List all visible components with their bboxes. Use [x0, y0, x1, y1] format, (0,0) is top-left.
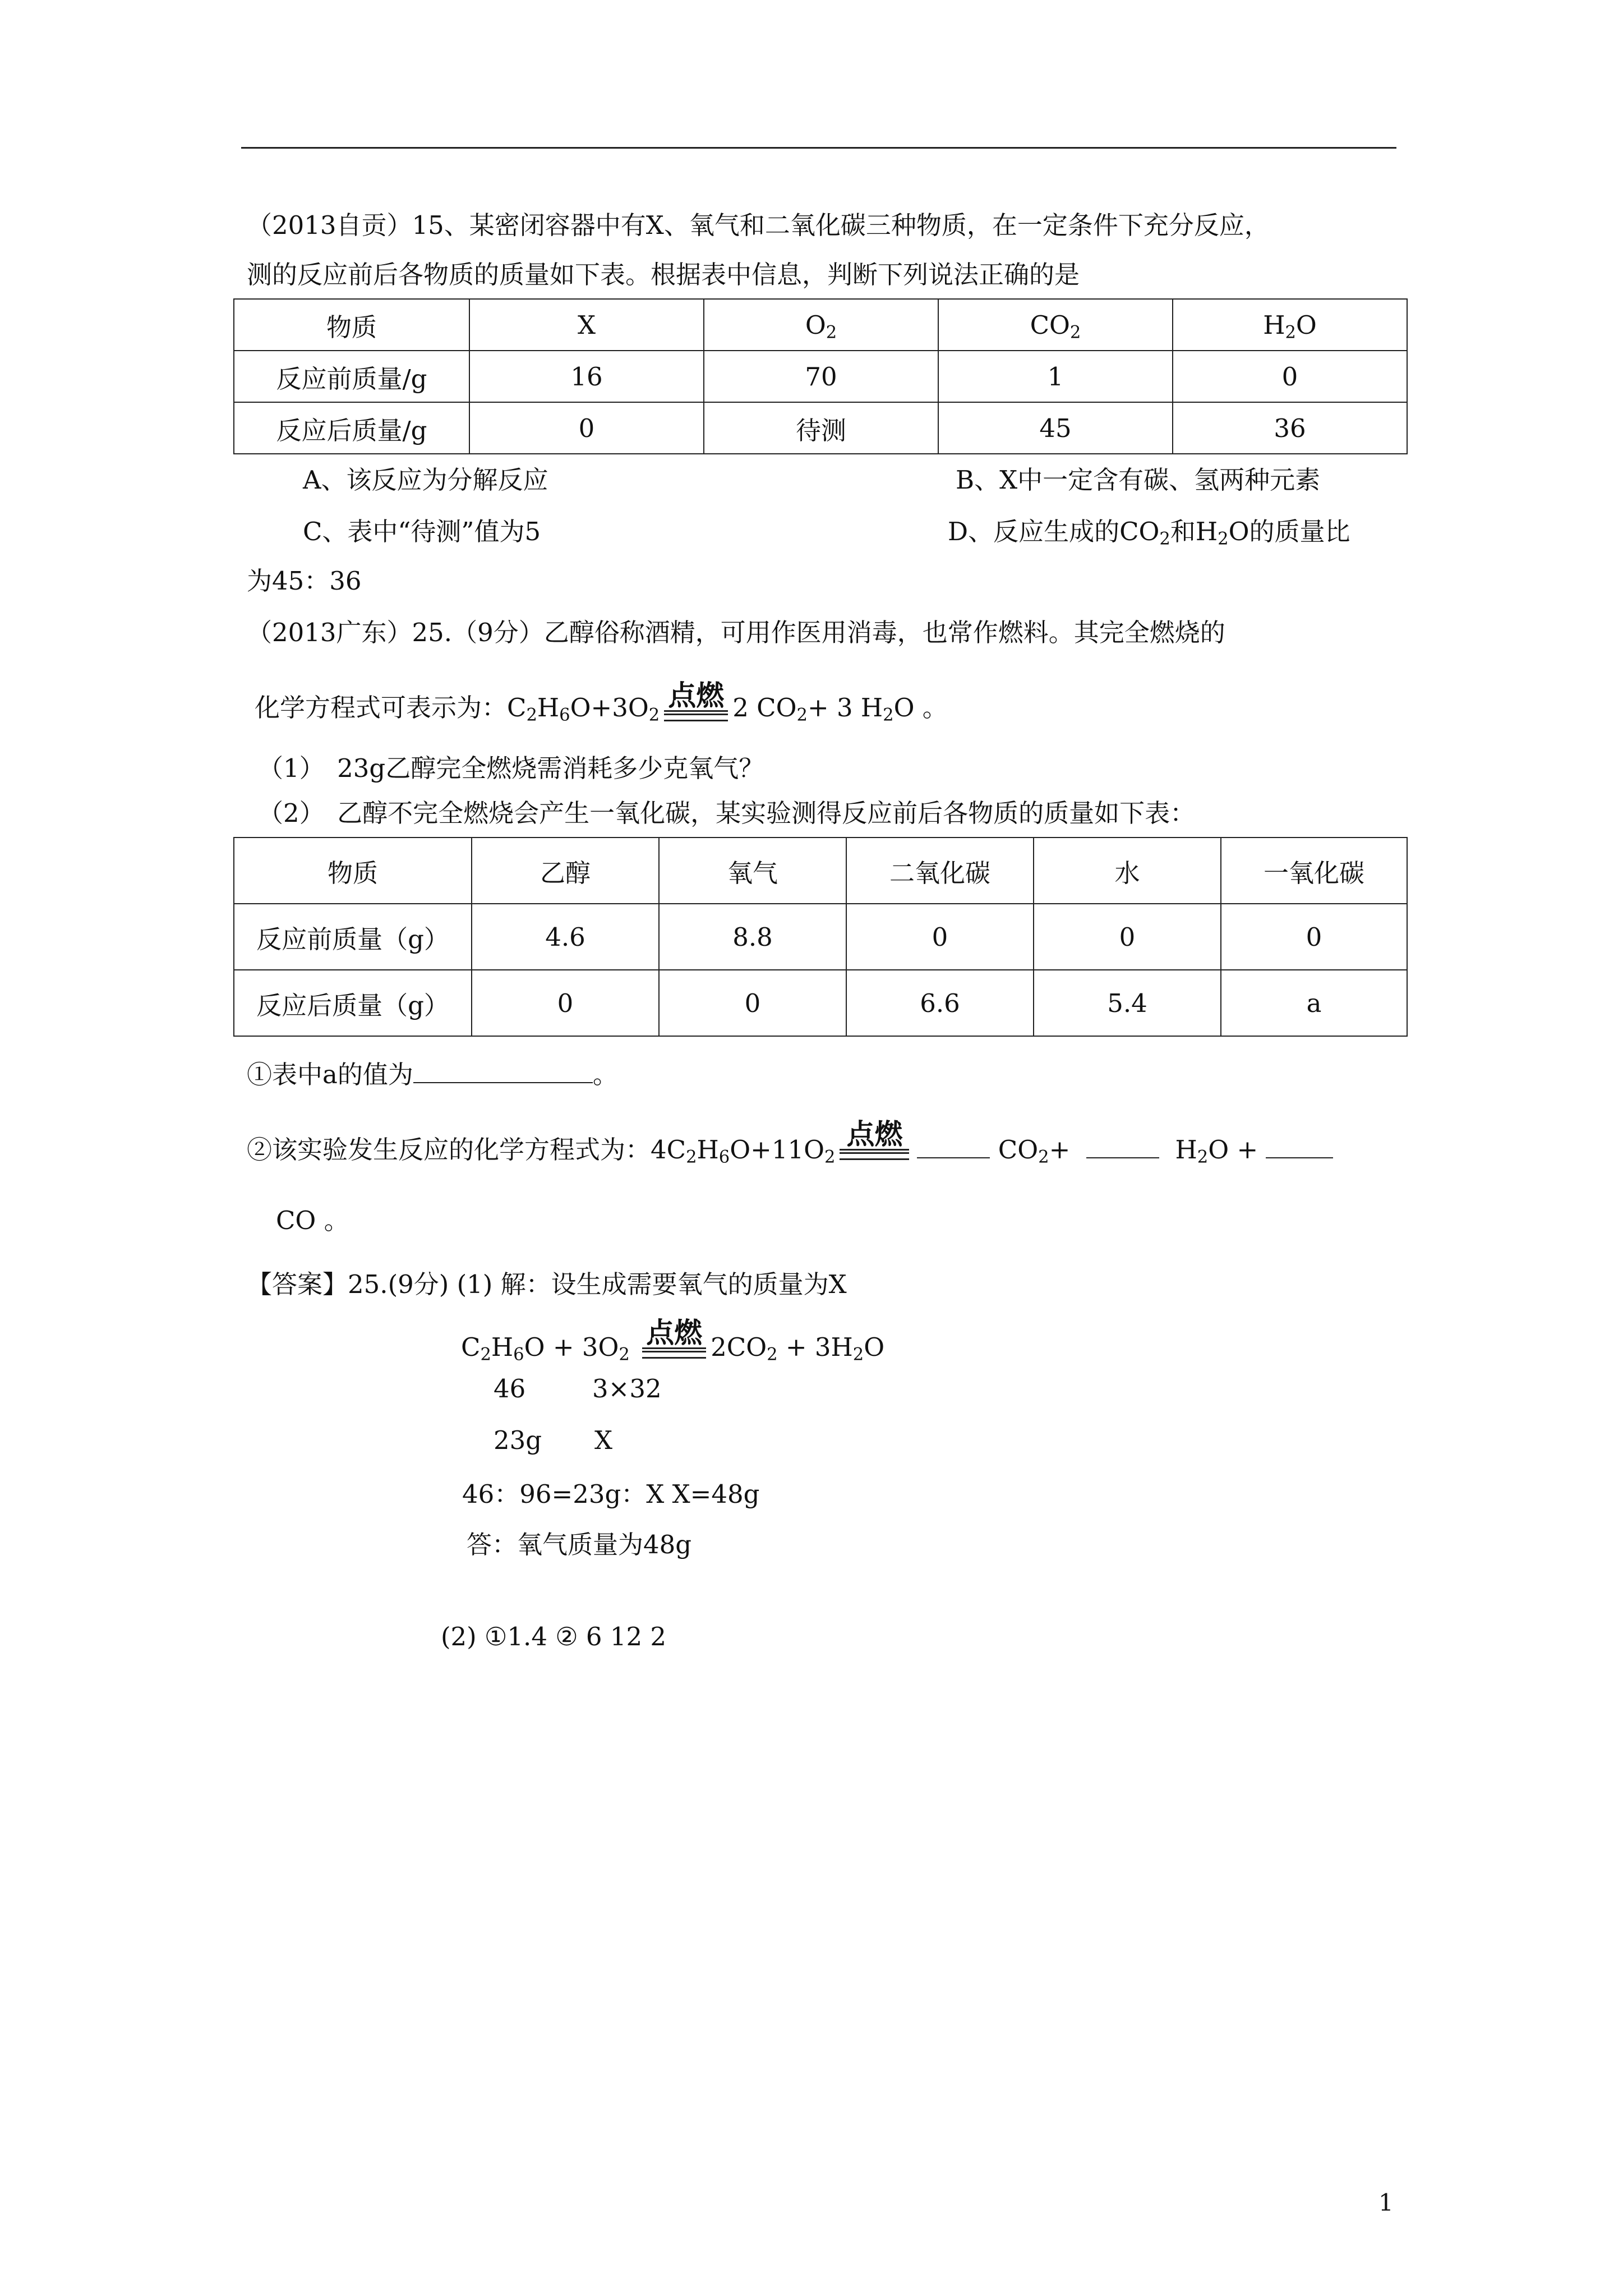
table-cell: 待测	[704, 402, 938, 454]
text: ②该实验发生反应的化学方程式为：4C	[247, 1135, 686, 1165]
table-cell: 5.4	[1034, 970, 1221, 1036]
q15-line2: 测的反应前后各物质的质量如下表。根据表中信息，判断下列说法正确的是	[247, 260, 1080, 289]
table-header-cell: 一氧化碳	[1221, 838, 1407, 904]
subscript: 2	[1218, 529, 1229, 549]
condition-label: 点燃	[668, 679, 725, 712]
table-header-cell: 物质	[234, 838, 472, 904]
table-cell: 反应后质量/g	[234, 402, 469, 454]
table-cell: 4.6	[472, 904, 659, 970]
reaction-condition	[660, 681, 732, 721]
text: D、反应生成的CO	[948, 517, 1160, 546]
table-cell: 16	[469, 351, 704, 402]
subscript: 2	[648, 705, 660, 725]
table-header-cell	[938, 299, 1173, 351]
h2o-label-tail: O	[1295, 310, 1317, 340]
q25-equation2	[247, 1118, 1333, 1167]
subscript: 2	[852, 1345, 864, 1365]
table-cell: 36	[1173, 402, 1407, 454]
table-cell: 0	[469, 402, 704, 454]
answer-blank	[1086, 1135, 1159, 1158]
equals-sign	[642, 1347, 706, 1359]
equals-sign	[664, 710, 728, 721]
subscript: 2	[686, 1147, 697, 1167]
q25-equation2-tail: CO 。	[276, 1205, 349, 1235]
text: 。	[592, 1060, 618, 1089]
table-header-cell: 水	[1034, 838, 1221, 904]
text: O+11O	[730, 1135, 825, 1165]
equals-sign	[840, 1149, 909, 1160]
q15-option-c: C、表中“待测”值为5	[303, 517, 541, 546]
q15-line1: （2013自贡）15、某密闭容器中有X、氧气和二氧化碳三种物质，在一定条件下充分反应，	[247, 210, 1270, 240]
table-row	[234, 351, 1407, 402]
subscript: 2	[1285, 323, 1296, 343]
answer-mass-23g: 23g	[494, 1425, 542, 1455]
h2o-label: H	[1263, 310, 1285, 340]
subscript: 2	[883, 705, 894, 725]
q15-option-d-tail: 为45：36	[247, 566, 362, 596]
table-row	[234, 299, 1407, 351]
text: CO	[998, 1135, 1039, 1165]
answer-mass-46: 46	[494, 1374, 526, 1404]
o2-label: O	[805, 310, 826, 340]
answer-equation	[461, 1317, 885, 1365]
table-cell: 0	[472, 970, 659, 1036]
table-cell: 0	[659, 970, 846, 1036]
table-header-cell: 乙醇	[472, 838, 659, 904]
table-header-cell	[1173, 299, 1407, 351]
table-cell: 反应前质量/g	[234, 351, 469, 402]
answer-blank	[1266, 1135, 1333, 1158]
q25-sub1: （1） 23g乙醇完全燃烧需消耗多少克氧气？	[258, 753, 764, 783]
answer-part2: (2) ①1.4 ② 6 12 2	[441, 1622, 667, 1651]
text: O的质量比	[1228, 517, 1350, 546]
table-cell: 反应前质量（g）	[234, 904, 472, 970]
text: C	[461, 1332, 481, 1362]
page-number: 1	[1378, 2189, 1394, 2216]
text: H	[537, 693, 560, 723]
table-cell: 0	[846, 904, 1034, 970]
table-row	[234, 402, 1407, 454]
q15-option-d	[948, 515, 1350, 549]
table-cell: 45	[938, 402, 1173, 454]
table-cell: 0	[1173, 351, 1407, 402]
table-row	[234, 838, 1407, 904]
text: 化学方程式可表示为：C	[255, 693, 527, 723]
subscript: 2	[1197, 1147, 1209, 1167]
text: ①表中a的值为	[247, 1060, 413, 1089]
answer-conclusion: 答：氧气质量为48g	[467, 1530, 692, 1559]
text: O +	[1208, 1135, 1258, 1165]
table-cell: 1	[938, 351, 1173, 402]
table-header-cell	[704, 299, 938, 351]
text: H	[491, 1332, 514, 1362]
subscript: 2	[1069, 323, 1081, 343]
subscript: 2	[824, 1147, 836, 1167]
subscript: 2	[1038, 1147, 1049, 1167]
co2-label: CO	[1030, 310, 1070, 340]
q25-blank1	[247, 1058, 618, 1092]
text: H	[697, 1135, 719, 1165]
table-cell: 反应后质量（g）	[234, 970, 472, 1036]
condition-label: 点燃	[646, 1317, 703, 1349]
subscript: 2	[526, 705, 537, 725]
subscript: 2	[796, 705, 808, 725]
reaction-condition	[835, 1120, 914, 1160]
reaction-condition	[638, 1318, 711, 1359]
text: 和H	[1170, 517, 1218, 546]
table-row	[234, 904, 1407, 970]
subscript: 6	[513, 1345, 524, 1365]
text: 2 CO	[732, 693, 797, 723]
text: + 3 H	[807, 693, 883, 723]
table-cell: 0	[1034, 904, 1221, 970]
q15-table	[233, 298, 1408, 454]
q25-sub2: （2） 乙醇不完全燃烧会产生一氧化碳，某实验测得反应前后各物质的质量如下表：	[258, 798, 1196, 828]
text: H	[1175, 1135, 1197, 1165]
condition-label: 点燃	[846, 1118, 903, 1151]
q25-intro-line2	[255, 679, 948, 725]
text: O	[864, 1332, 885, 1362]
table-header-cell: X	[469, 299, 704, 351]
text: O+3O	[570, 693, 649, 723]
table-cell: 70	[704, 351, 938, 402]
table-header-cell: 氧气	[659, 838, 846, 904]
table-cell: 8.8	[659, 904, 846, 970]
q25-intro-line1: （2013广东）25.（9分）乙醇俗称酒精，可用作医用消毒，也常作燃料。其完全燃烧的	[247, 618, 1225, 647]
subscript: 2	[826, 323, 837, 343]
table-header-cell: 物质	[234, 299, 469, 351]
table-cell: 6.6	[846, 970, 1034, 1036]
text: 2CO	[711, 1332, 767, 1362]
subscript: 2	[1159, 529, 1170, 549]
subscript: 2	[767, 1345, 778, 1365]
answer-unknown-x: X	[594, 1425, 613, 1455]
table-header-cell: 二氧化碳	[846, 838, 1034, 904]
answer-blank	[413, 1060, 593, 1083]
text: O + 3O	[524, 1332, 619, 1362]
subscript: 6	[559, 705, 570, 725]
table-row	[234, 970, 1407, 1036]
answer-mass-96: 3×32	[592, 1374, 662, 1404]
subscript: 2	[480, 1345, 491, 1365]
table-cell: a	[1221, 970, 1407, 1036]
answer-line1: 【答案】25.(9分) (1) 解：设生成需要氧气的质量为X	[247, 1269, 847, 1299]
table-cell: 0	[1221, 904, 1407, 970]
header-rule	[241, 147, 1396, 149]
text: + 3H	[785, 1332, 853, 1362]
text: +	[1049, 1135, 1071, 1165]
q25-table	[233, 837, 1408, 1037]
answer-blank	[917, 1135, 990, 1158]
q15-option-b: B、X中一定含有碳、氢两种元素	[956, 465, 1321, 495]
text: O 。	[893, 693, 948, 723]
q15-option-a: A、该反应为分解反应	[303, 465, 548, 495]
answer-ratio: 46：96=23g：X X=48g	[462, 1479, 760, 1509]
subscript: 6	[718, 1147, 730, 1167]
subscript: 2	[619, 1345, 630, 1365]
